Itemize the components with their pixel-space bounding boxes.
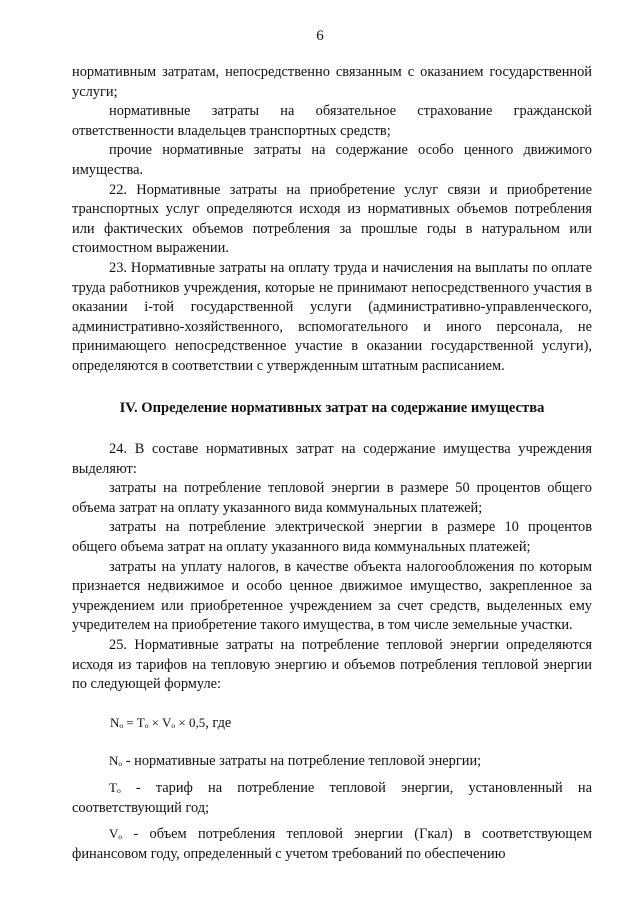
page-number: 6 xyxy=(316,28,324,44)
definition-text: - нормативные затраты на потребление тепловой энергии; xyxy=(122,753,482,770)
document-body xyxy=(72,63,592,864)
definition xyxy=(72,778,592,818)
paragraph: 25. Нормативные затраты на потребление тепловой энергии определяются исходя из тарифов на тепловую энергию и объемов потребления тепловой энергии по следующей формуле: xyxy=(72,637,592,693)
definition xyxy=(72,751,592,772)
paragraph: прочие нормативные затраты на содержание особо ценного движимого имущества. xyxy=(72,142,592,178)
paragraph: затраты на потребление тепловой энергии в размере 50 процентов общего объема затрат на оплату указанного вида коммунальных платежей; xyxy=(72,480,592,516)
formula-expression: Nₒ = Tₒ × Vₒ × 0,5 xyxy=(110,714,206,730)
formula xyxy=(110,713,592,734)
formula-tail: , где xyxy=(205,714,232,731)
definition-text: - объем потребления тепловой энергии (Гкал) в соответствующем финансовом году, определенный с учетом требований по обеспечению xyxy=(72,826,592,862)
definition-symbol: Tₒ xyxy=(109,780,121,795)
paragraph: затраты на потребление электрической энергии в размере 10 процентов общего объема затрат на оплату указанного вида коммунальных платежей; xyxy=(72,519,592,556)
definition-text: - тариф на потребление тепловой энергии, установленный на соответствующий год; xyxy=(72,780,592,816)
paragraph: 24. В составе нормативных затрат на содержание имущества учреждения выделяют: xyxy=(72,441,592,477)
paragraph: затраты на уплату налогов, в качестве объекта налогообложения по которым признается недвижимое и особо ценное движимое имущество, закрепленное за учреждением или приобретенное учреждением за счет средств, выделенных ему учредителем на приобретение такого имущества, в том числе земельные участки. xyxy=(72,558,592,634)
section-heading: IV. Определение нормативных затрат на содержание имущества xyxy=(119,399,545,416)
definition-symbol: Nₒ xyxy=(109,753,123,769)
definition-symbol: Vₒ xyxy=(109,826,123,842)
paragraph: 22. Нормативные затраты на приобретение услуг связи и приобретение транспортных услуг определяются исходя из нормативных объемов потребления или фактических объемов потребления за прошлые годы в натуральном или стоимостном выражении. xyxy=(72,181,592,257)
paragraph: нормативные затраты на обязательное страхование гражданской ответственности владельцев транспортных средств; xyxy=(72,103,592,139)
definition xyxy=(72,824,592,864)
paragraph: 23. Нормативные затраты на оплату труда и начисления на выплаты по оплате труда работников учреждения, которые не принимают непосредственного участия в оказании i-той государственной услуги (административно-управленческого, административно-хозяйственного, вспомогательного и иного персонала, не принимающего непосредственное участие в оказании государственной услуги), определяются в соответствии с утвержденным штатным расписанием. xyxy=(72,259,592,374)
paragraph: нормативным затратам, непосредственно связанным с оказанием государственной услуги; xyxy=(72,64,592,100)
